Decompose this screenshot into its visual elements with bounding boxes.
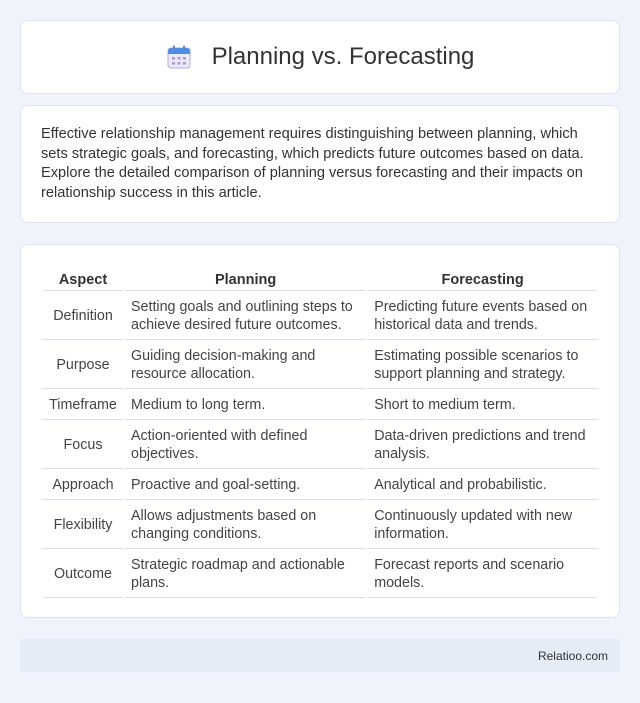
aspect-cell: Outcome [43,551,123,598]
header-aspect: Aspect [43,267,123,291]
table-row [43,293,597,340]
header-card [20,20,620,94]
planning-cell: Strategic roadmap and actionable plans. [125,551,366,598]
aspect-cell: Flexibility [43,502,123,549]
header-forecasting: Forecasting [368,267,597,291]
planning-cell: Setting goals and outlining steps to achieve desired future outcomes. [125,293,366,340]
table-header-row [43,267,597,291]
intro-text: Effective relationship management requires distinguishing between planning, which sets strategic goals, and forecasting, which predicts future outcomes based on data. Explore the detailed comparison of planning versus forecasting and their impacts on relationship success in this article. [41,126,584,201]
forecasting-cell: Short to medium term. [368,391,597,420]
aspect-cell: Definition [43,293,123,340]
aspect-cell: Timeframe [43,391,123,420]
forecasting-cell: Predicting future events based on historical data and trends. [368,293,597,340]
comparison-table [41,265,599,600]
forecasting-cell: Estimating possible scenarios to support planning and strategy. [368,342,597,389]
intro-card [20,105,620,223]
aspect-cell: Focus [43,422,123,469]
title-wrap [166,43,475,71]
planning-cell: Medium to long term. [125,391,366,420]
planning-cell: Guiding decision-making and resource allocation. [125,342,366,389]
aspect-cell: Purpose [43,342,123,389]
header-planning: Planning [125,267,366,291]
forecasting-cell: Analytical and probabilistic. [368,471,597,500]
calendar-icon [166,44,192,70]
table-row [43,391,597,420]
planning-cell: Allows adjustments based on changing conditions. [125,502,366,549]
footer [20,639,620,672]
forecasting-cell: Data-driven predictions and trend analysis. [368,422,597,469]
planning-cell: Action-oriented with defined objectives. [125,422,366,469]
forecasting-cell: Forecast reports and scenario models. [368,551,597,598]
page-title: Planning vs. Forecasting [211,43,475,70]
table-row [43,422,597,469]
table-row [43,502,597,549]
forecasting-cell: Continuously updated with new information. [368,502,597,549]
footer-site: Relatioo.com [537,648,608,663]
table-row [43,342,597,389]
table-row [43,471,597,500]
comparison-table-card [20,244,620,618]
aspect-cell: Approach [43,471,123,500]
planning-cell: Proactive and goal-setting. [125,471,366,500]
table-row [43,551,597,598]
